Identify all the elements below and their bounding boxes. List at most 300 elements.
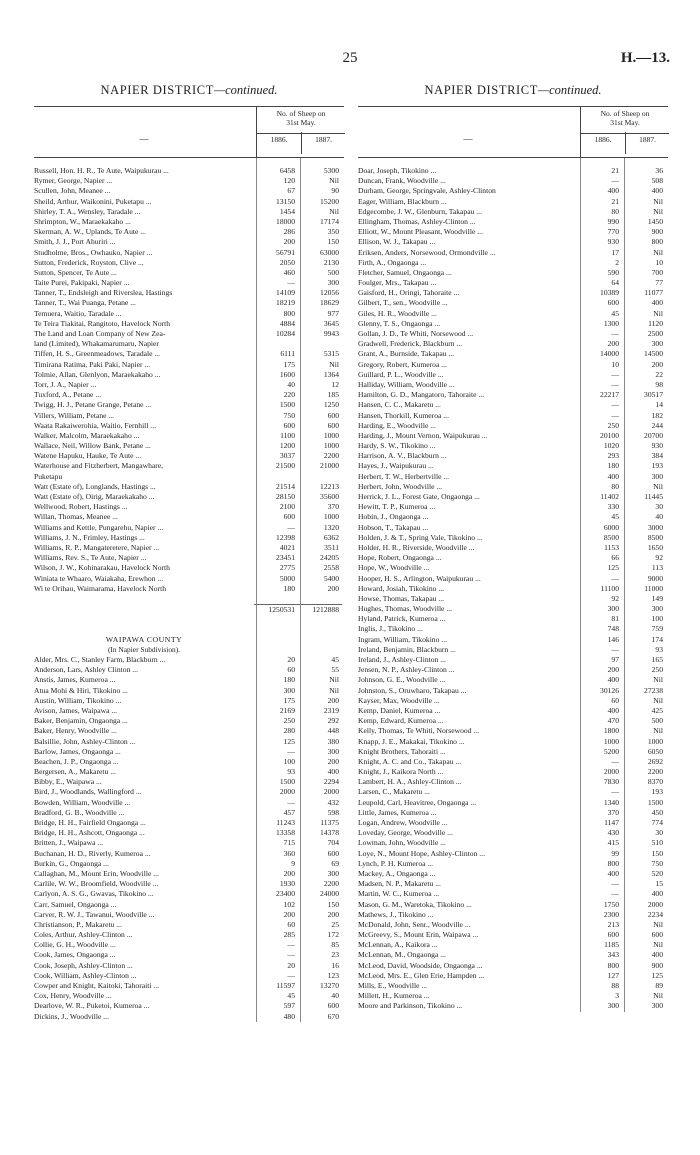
sheep-1887: 30517 [644, 390, 663, 400]
table-row [34, 176, 344, 186]
sheep-1887: 300 [327, 746, 339, 756]
table-row [358, 288, 668, 298]
sheep-1886: 800 [283, 308, 295, 318]
owner-name: Buchanan, H. D., Riverly, Kumeroa ... [34, 848, 151, 858]
owner-name: Hansen, C. C., Makaretu ... [358, 400, 441, 410]
owner-name: Russell, Hon. H. R., Te Aute, Waipukurau ... [34, 166, 169, 175]
sheep-1887: Nil [329, 675, 339, 685]
sheep-1886: 400 [607, 471, 619, 481]
owner-name: Carlile, W. W., Broomfield, Woodville ... [34, 879, 159, 889]
table-row [358, 248, 668, 258]
sheep-1887: 5400 [323, 573, 339, 583]
left-column [34, 83, 344, 1022]
sheep-1887: 598 [327, 807, 339, 817]
sheep-1887: 200 [327, 756, 339, 766]
table-row [34, 197, 344, 207]
table-row [358, 706, 668, 716]
county-subtitle: (In Napier Subdivision). [107, 644, 181, 654]
sheep-1886: 415 [607, 838, 619, 848]
sheep-1887: 384 [651, 451, 663, 461]
owner-name: Johnston, S., Oruwharo, Takapau ... [358, 685, 467, 695]
owner-name: Sutton, Spencer, Te Aute ... [34, 267, 117, 277]
sheep-1887: 77 [655, 278, 663, 288]
owner-name: Firth, A., Ongaonga ... [358, 257, 427, 267]
sheep-1886: 23451 [276, 553, 295, 563]
table-row [358, 461, 668, 471]
owner-name: Kelly, Thomas, Te Whiti, Norsewood ... [358, 726, 480, 736]
owner-name: Baker, Benjamin, Ongaonga ... [34, 716, 128, 726]
owner-name: Tuxford, A., Petane ... [34, 390, 102, 400]
total-label [34, 604, 254, 614]
sheep-1886: — [611, 644, 619, 654]
sheep-1886: 1100 [280, 430, 295, 440]
sheep-1886: — [611, 329, 619, 338]
owner-name: Waterhouse and Fitzherbert, Mangawhare, [34, 461, 164, 471]
sheep-1887: 98 [655, 379, 663, 389]
owner-name: Callaghan, M., Mount Erin, Woodville ... [34, 868, 159, 878]
table-row [358, 472, 668, 482]
sheep-1887: Nil [329, 176, 339, 186]
owner-name: Bradford, G. B., Woodville ... [34, 807, 125, 817]
owner-name: Wallace, Neil, Willow Bank, Petane ... [34, 441, 151, 451]
table-row [34, 859, 344, 869]
table-row [34, 319, 344, 329]
table-row [358, 767, 668, 777]
table-row [358, 390, 668, 400]
sheep-1886: 18000 [276, 216, 295, 226]
sheep-1887: 20700 [644, 430, 663, 440]
table-row [358, 166, 668, 176]
sheep-1886: 180 [283, 583, 295, 593]
sheep-1887: Nil [329, 359, 339, 369]
sheep-1887: 200 [327, 909, 339, 919]
sheep-1887: 2000 [323, 787, 339, 797]
table-row [358, 584, 668, 594]
owner-name: Gaisford, H., Oringi, Tahoraite ... [358, 288, 460, 298]
sheep-1887: 11375 [320, 818, 339, 827]
sheep-count-label-line1: No. of Sheep on [600, 109, 650, 118]
sheep-1887: 300 [651, 1001, 663, 1011]
sheep-1886: 175 [283, 359, 295, 369]
table-row [34, 380, 344, 390]
sheep-1887: 14378 [320, 828, 339, 838]
table-row [358, 400, 668, 410]
owner-name: Barlow, James, Ongaonga ... [34, 746, 121, 756]
owner-name: McLeod, Mrs. E., Glen Erie, Hampden ... [358, 970, 485, 980]
sheep-1886: 60 [287, 919, 295, 929]
sheep-1886: — [611, 379, 619, 389]
sheep-1886: 125 [607, 563, 619, 573]
sheep-1886: 12398 [276, 532, 295, 542]
owner-name: Glenny, T. S., Ongaonga ... [358, 318, 441, 328]
owner-name: Puketapu [34, 471, 63, 481]
sheep-1886: — [287, 950, 295, 960]
table-row [34, 869, 344, 879]
table-row [34, 910, 344, 920]
sheep-1887: 9943 [323, 329, 339, 338]
owner-name: Carver, R. W. J., Tawanui, Woodville ... [34, 909, 155, 919]
sheep-1887: 69 [331, 858, 339, 868]
sheep-1886: 99 [611, 848, 619, 858]
owner-name: Britten, J., Waipawa ... [34, 838, 104, 848]
table-row [34, 971, 344, 981]
sheep-1887: 2200 [323, 451, 339, 461]
sheep-count-label-line2: 31st May. [610, 118, 640, 127]
table-row [34, 400, 344, 410]
table-row [34, 543, 344, 553]
table-row [358, 849, 668, 859]
table-row [34, 553, 344, 563]
sheep-1886: 4884 [279, 318, 295, 328]
sheep-1886: 1800 [603, 726, 619, 736]
sheep-1886: 1300 [603, 318, 619, 328]
table-body [358, 158, 668, 1012]
table-row [358, 441, 668, 451]
sheep-1886: 28150 [276, 492, 295, 501]
sheep-1887: 6362 [323, 532, 339, 542]
sheep-1886: 4021 [279, 542, 295, 552]
sheep-1887: 193 [651, 461, 663, 471]
sheep-1887: 292 [327, 716, 339, 726]
sheep-1886: 400 [607, 675, 619, 685]
table-row [34, 309, 344, 319]
owner-name: Inglis, J., Tikokino ... [358, 624, 423, 634]
sheep-1886: 600 [607, 930, 619, 940]
sheep-1886: 180 [607, 461, 619, 471]
owner-name: Willan, Thomas, Meanee ... [34, 512, 118, 522]
sheep-1886: 300 [607, 1001, 619, 1011]
table-row [358, 360, 668, 370]
sheep-1887: 12056 [320, 288, 339, 298]
owner-name: Lynch, P. H. Kumeroa ... [358, 858, 434, 868]
sheep-1886: 2 [615, 257, 619, 267]
sheep-1887: 670 [327, 1011, 339, 1021]
table-row [34, 1012, 344, 1022]
sheep-1887: 15200 [320, 196, 339, 206]
sheep-1887: 1364 [323, 369, 339, 379]
sheep-1886: 102 [283, 899, 295, 909]
sheep-1887: 35600 [320, 492, 339, 501]
total-1886: 1250531 [254, 604, 298, 614]
sheep-1886: — [287, 746, 295, 756]
sheep-1886: — [611, 369, 619, 379]
sheep-1887: 425 [651, 705, 663, 715]
owner-name: Scullen, John, Meanee ... [34, 186, 111, 196]
sheep-1886: 45 [611, 308, 619, 318]
table-row [34, 655, 344, 665]
owner-name: Mathews, J., Tikokino ... [358, 909, 434, 919]
table-row [34, 930, 344, 940]
sheep-1886: 9 [291, 858, 295, 868]
table-row [358, 675, 668, 685]
sheep-1887: 13270 [320, 981, 339, 990]
sheep-1886: 330 [607, 502, 619, 512]
table-row [34, 237, 344, 247]
sheep-1886: 21 [611, 166, 619, 175]
table-row [34, 523, 344, 533]
owner-name: Dickins, J., Woodville ... [34, 1011, 109, 1021]
table-row [358, 798, 668, 808]
owner-name: Te Teira Tiakitai, Rangitoto, Havelock North [34, 318, 171, 328]
sheep-1887: 2234 [647, 909, 663, 919]
table-row [358, 665, 668, 675]
sheep-1886: 3 [615, 991, 619, 1001]
owner-name: Coles, Arthur, Ashley-Clinton ... [34, 930, 133, 940]
table-row [358, 889, 668, 899]
sheep-1887: 100 [651, 614, 663, 624]
owner-name: Watt (Estate of), Longlands, Hastings ... [34, 481, 156, 491]
owner-name: Kayser, Max, Woodville ... [358, 695, 440, 705]
sheep-1886: 14109 [276, 288, 295, 298]
table-row [358, 818, 668, 828]
table-row [34, 757, 344, 767]
table-row [358, 787, 668, 797]
sheep-1886: — [611, 889, 619, 899]
sheep-1886: 200 [283, 909, 295, 919]
sheep-count-header [580, 107, 669, 157]
sheep-1886: 800 [607, 960, 619, 970]
table-row [34, 227, 344, 237]
table-row [358, 309, 668, 319]
sheep-1886: 56791 [276, 247, 295, 257]
sheep-1887: 149 [651, 593, 663, 603]
owner-name: Tiffen, H. S., Greenmeadows, Taradale ... [34, 349, 161, 359]
owner-name: Hooper, H. S., Arlington, Waipukurau ... [358, 573, 481, 583]
owner-name: Doar, Joseph, Tikokino ... [358, 166, 437, 175]
sheep-1887: 125 [651, 970, 663, 980]
table-row [358, 298, 668, 308]
owner-name: Cox, Henry, Woodville ... [34, 991, 112, 1001]
sheep-1886: 343 [607, 950, 619, 960]
owner-name: Tolmie, Allan, Glenlyon, Maraekakaho ... [34, 369, 161, 379]
sheep-1887: 1320 [323, 522, 339, 532]
table-row [34, 889, 344, 899]
owner-name: Dearlove, W. R., Puketoi, Kumeroa ... [34, 1001, 150, 1011]
sheep-1886: 250 [607, 420, 619, 430]
sheep-1887: 2000 [647, 899, 663, 909]
district-title-text: NAPIER DISTRICT [100, 83, 214, 97]
table-row [34, 390, 344, 400]
table-row [358, 808, 668, 818]
owner-name: McLeod, David, Woodside, Ongaonga ... [358, 960, 483, 970]
total-1887: 1212888 [298, 604, 342, 614]
table-row [358, 492, 668, 502]
sheep-1887: 15 [655, 879, 663, 889]
sheep-1886: 1185 [604, 940, 619, 950]
sheep-1886: 715 [283, 838, 295, 848]
owner-name: Madsen, N. P., Makaretu ... [358, 879, 441, 889]
sheep-count-label-line2: 31st May. [286, 118, 316, 127]
sheep-1887: 600 [327, 1001, 339, 1011]
owner-name: Gregory, Robert, Kumeroa ... [358, 359, 447, 369]
table-row [358, 370, 668, 380]
owner-name: Gradwell, Frederick, Blackburn ... [358, 339, 463, 349]
sheep-1886: 1000 [603, 736, 619, 746]
sheep-1886: 11100 [600, 583, 619, 593]
sheep-1887: 185 [327, 390, 339, 400]
sheep-1887: 750 [651, 858, 663, 868]
owner-name: Durham, George, Springvale, Ashley-Clinton [358, 186, 496, 196]
table-row [358, 879, 668, 889]
sheep-1886: 5200 [603, 746, 619, 756]
owner-name: Bowden, William, Woodville ... [34, 797, 131, 807]
table-row [358, 380, 668, 390]
sheep-1887: 18629 [320, 298, 339, 308]
owner-name: Bridge, H. H., Fairfield Ongaonga ... [34, 818, 146, 827]
sheep-1887: 27238 [644, 685, 663, 695]
sheep-1886: 17 [611, 247, 619, 257]
sheep-1887: 22 [655, 369, 663, 379]
table-row [358, 207, 668, 217]
owner-name: Williams, J. N., Frimley, Hastings ... [34, 532, 145, 542]
sheep-1886: 285 [283, 930, 295, 940]
sheep-1886: 100 [283, 756, 295, 766]
table-row [358, 645, 668, 655]
owner-name: Eager, William, Blackburn ... [358, 196, 447, 206]
table-row [358, 655, 668, 665]
sheep-1887: Nil [653, 726, 663, 736]
owner-name: Giles, H. R., Woodville ... [358, 308, 437, 318]
sheep-1887: 193 [651, 787, 663, 797]
table-row [34, 940, 344, 950]
table-row [358, 217, 668, 227]
sheep-1886: 81 [611, 614, 619, 624]
table-row [358, 176, 668, 186]
owner-name: Hardy, S. W., Tikokino ... [358, 441, 436, 451]
owner-name: Baker, Henry, Woodville ... [34, 726, 117, 736]
owner-name: Taite Purei, Pakipaki, Napier ... [34, 278, 130, 288]
sheep-1887: 10 [655, 257, 663, 267]
table-row [34, 900, 344, 910]
table-row [34, 502, 344, 512]
owner-name: Walker, Malcolm, Maraekakaho ... [34, 430, 140, 440]
owner-name: Williams, Rev. S., Te Aute, Napier ... [34, 553, 147, 563]
sheep-1887: 600 [327, 420, 339, 430]
owner-name: Sutton, Frederick, Royston, Clive ... [34, 257, 144, 267]
table-row [358, 268, 668, 278]
table-row [358, 624, 668, 634]
table-row [358, 543, 668, 553]
owner-name: Ireland, Benjamin, Blackburn ... [358, 644, 456, 654]
sheep-1887: Nil [653, 991, 663, 1001]
table-row [34, 563, 344, 573]
owner-name: Watene Hapuku, Hauke, Te Aute ... [34, 451, 142, 461]
sheep-1886: 360 [283, 848, 295, 858]
table-row [34, 370, 344, 380]
sheep-1887: 1000 [647, 736, 663, 746]
sheep-1887: 432 [327, 797, 339, 807]
table-row [358, 431, 668, 441]
sheep-1886: — [611, 787, 619, 797]
owner-name: Watt (Estate of), Oirig, Maraekakaho ... [34, 492, 155, 501]
owner-name: Balsillie, John, Ashley-Clinton ... [34, 736, 136, 746]
sheep-1886: 64 [611, 278, 619, 288]
owner-name: Beachen, J. P., Ongaonga ... [34, 756, 119, 766]
sheep-1886: 67 [287, 186, 295, 196]
table-row [358, 828, 668, 838]
sheep-1887: 900 [651, 960, 663, 970]
sheep-1886: 66 [611, 553, 619, 563]
table-row [34, 268, 344, 278]
sheep-1886: — [611, 573, 619, 583]
owner-name: land (Limited), Whakamarumaru, Napier [34, 339, 159, 349]
table-row [358, 574, 668, 584]
sheep-1887: 172 [327, 930, 339, 940]
table-row [358, 227, 668, 237]
owner-name: Williams and Kettle, Pungarehu, Napier ... [34, 522, 164, 532]
owner-name: Gilbert, T., sen., Woodville ... [358, 298, 448, 308]
sheep-1887: 40 [331, 991, 339, 1001]
year-1886-header: 1886. [270, 135, 288, 144]
owner-name: Millett, H., Kumeroa ... [358, 991, 430, 1001]
owner-name: Carr, Samuel, Ongaonga ... [34, 899, 117, 909]
sheep-1886 [254, 472, 298, 482]
sheep-1886: 1153 [604, 542, 619, 552]
table-row [358, 237, 668, 247]
owner-name: Knight Brothers, Tahoraiti ... [358, 746, 446, 756]
sheep-1886: 10389 [600, 288, 619, 298]
owner-name: Wilson, J. W., Kohinarakau, Havelock North [34, 563, 170, 573]
sheep-1886: 293 [607, 451, 619, 461]
owner-name: Cowper and Knight, Kaitoki, Tahoraiti ... [34, 981, 160, 990]
sheep-1887: 2200 [647, 767, 663, 777]
sheep-1887: 759 [651, 624, 663, 634]
sheep-1886: 430 [607, 828, 619, 838]
table-row [358, 512, 668, 522]
table-row [358, 961, 668, 971]
sheep-1886: 21 [611, 196, 619, 206]
table-row [34, 278, 344, 288]
sheep-1887: 93 [655, 644, 663, 654]
owner-name: Mason, G. M., Waretoka, Tikokino ... [358, 899, 472, 909]
page-number: 25 [342, 50, 358, 66]
table-row [34, 808, 344, 818]
table-row [358, 482, 668, 492]
sheep-1886: 220 [283, 390, 295, 400]
sheep-1887: 24205 [320, 553, 339, 563]
sheep-1886: 400 [607, 868, 619, 878]
table-row [34, 767, 344, 777]
sheep-1887: 5300 [323, 166, 339, 175]
table-row [358, 523, 668, 533]
owner-name: Harding, J., Mount Vernon, Waipukurau ... [358, 430, 488, 440]
table-row [34, 482, 344, 492]
sheep-1887: 350 [327, 227, 339, 237]
sheep-1887: 450 [651, 807, 663, 817]
sheep-1886: 200 [283, 868, 295, 878]
sheep-1886: 2300 [603, 909, 619, 919]
owner-name: Bergersen, A., Makaretu ... [34, 767, 116, 777]
sheep-1887: 200 [327, 695, 339, 705]
owner-name: Mackey, A., Ongaonga ... [358, 868, 436, 878]
owner-name: Harding, E., Woodville ... [358, 420, 436, 430]
sheep-1886: — [287, 278, 295, 288]
sheep-1887: 90 [331, 186, 339, 196]
table-row [358, 726, 668, 736]
owner-name: Knapp, J. E., Makakai, Tikokino ... [358, 736, 465, 746]
sheep-1886: — [611, 400, 619, 410]
district-title [358, 83, 668, 98]
sheep-1887: 400 [651, 889, 663, 899]
sheep-1886: 250 [283, 716, 295, 726]
sheep-1887: 150 [327, 899, 339, 909]
table-row [34, 747, 344, 757]
sheep-1887: Nil [329, 206, 339, 216]
sheep-1887: 500 [651, 716, 663, 726]
table-row [358, 614, 668, 624]
sheep-1886: 750 [283, 410, 295, 420]
owner-name: Martin, W. C., Kumeroa ... [358, 889, 440, 899]
